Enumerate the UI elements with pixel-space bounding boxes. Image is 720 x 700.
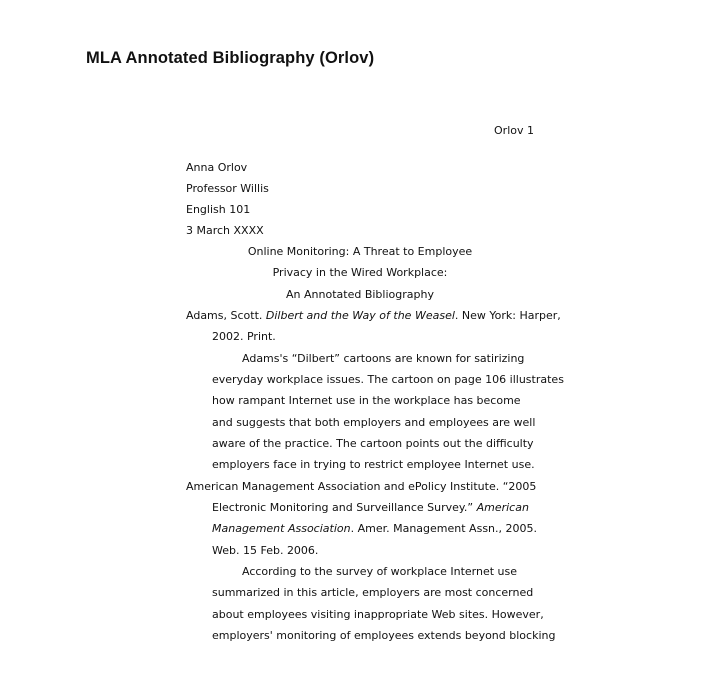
annotation-line: aware of the practice. The cartoon points out the difficulty [212, 437, 534, 450]
annotation-line: everyday workplace issues. The cartoon on page 106 illustrates [212, 373, 564, 386]
citation-line [212, 522, 537, 536]
citation-text: . Amer. Management Assn., 2005. [350, 522, 537, 535]
title-line: An Annotated Bibliography [286, 288, 434, 301]
annotation-line: summarized in this article, employers are most concerned [212, 586, 534, 599]
citation-line: 2002. Print. [212, 330, 276, 343]
page-heading: MLA Annotated Bibliography (Orlov) [86, 49, 375, 67]
annotation-line: Adams's “Dilbert” cartoons are known for satirizing [242, 352, 525, 365]
instructor-name: Professor Willis [186, 182, 269, 195]
citation-line [186, 309, 561, 323]
title-line: Online Monitoring: A Threat to Employee [247, 245, 473, 258]
title-line: Privacy in the Wired Workplace: [272, 266, 448, 279]
annotation-line: how rampant Internet use in the workplace has become [212, 394, 521, 407]
annotation-line: employers' monitoring of employees extends beyond blocking [212, 629, 556, 642]
citation-title: Management Association [212, 522, 351, 535]
citation-line: American Management Association and ePolicy Institute. “2005 [186, 480, 537, 493]
course-name: English 101 [186, 203, 251, 216]
date-line: 3 March XXXX [186, 224, 264, 237]
annotation-line: According to the survey of workplace Internet use [242, 565, 518, 578]
citation-title: American [476, 501, 529, 514]
citation-text: Electronic Monitoring and Surveillance Survey.” [212, 501, 477, 514]
author-name: Anna Orlov [186, 161, 248, 174]
citation-line [212, 501, 529, 515]
citation-title: Dilbert and the Way of the Weasel [265, 309, 455, 322]
page-number: Orlov 1 [494, 124, 534, 137]
annotation-line: and suggests that both employers and employees are well [212, 416, 536, 429]
annotation-line: about employees visiting inappropriate Web sites. However, [212, 608, 544, 621]
citation-line: Web. 15 Feb. 2006. [212, 544, 319, 557]
annotation-line: employers face in trying to restrict employee Internet use. [212, 458, 535, 471]
citation-text: Adams, Scott. [186, 309, 266, 322]
citation-text: . New York: Harper, [454, 309, 561, 322]
